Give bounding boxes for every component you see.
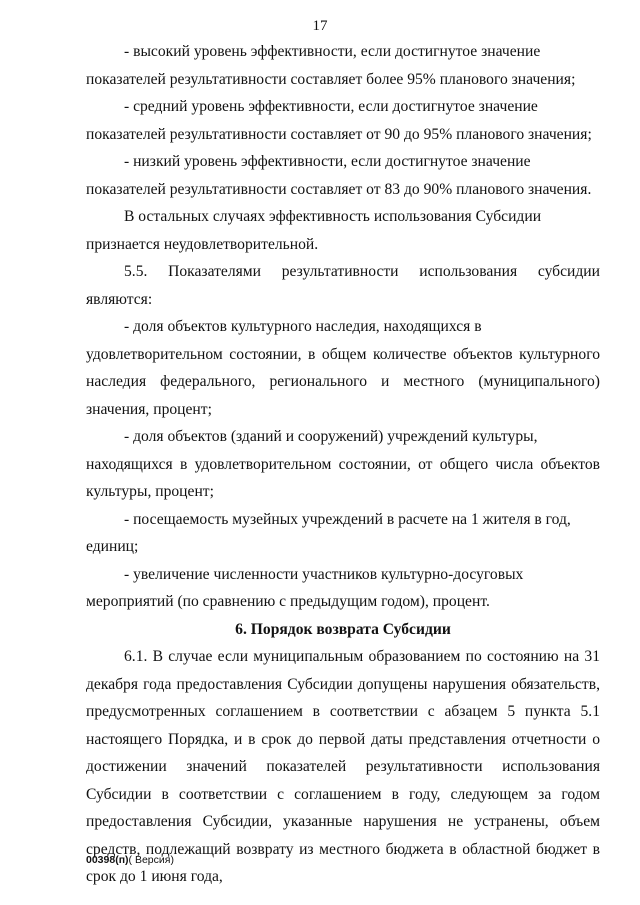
- indicator-4-rest: мероприятий (по сравнению с предыдущим годом), процент.: [86, 593, 490, 610]
- document-code: [86, 854, 174, 866]
- indicator-2-rest: находящихся в удовлетворительном состоянии, от общего числа объектов культуры, процент;: [86, 455, 600, 500]
- document-code-number: 00398(п): [86, 854, 129, 866]
- section-6-heading: 6. Порядок возврата Субсидии: [235, 620, 451, 638]
- efficiency-high-line1: - высокий уровень эффективности, если достигнутое значение: [124, 43, 541, 60]
- document-body: [86, 38, 600, 891]
- document-code-suffix: ( Версия): [128, 854, 174, 866]
- indicator-1-rest: удовлетворительном состоянии, в общем количестве объектов культурного наследия федерального, регионального и местного (муниципального) значения, процент;: [86, 345, 600, 418]
- indicator-4-first-line: - увеличение численности участников культурно-досуговых: [124, 565, 524, 583]
- indicator-3-first-line: - посещаемость музейных учреждений в расчете на 1 жителя в год,: [124, 510, 571, 528]
- indicator-3-rest: единиц;: [86, 538, 139, 555]
- other-cases-line2: признается неудовлетворительной.: [86, 235, 319, 253]
- section-5-5-intro: 5.5. Показателями результативности использования субсидии являются:: [86, 263, 600, 308]
- other-cases-line1: В остальных случаях эффективность использования Субсидии: [124, 208, 542, 225]
- indicator-1-first-line: - доля объектов культурного наследия, находящихся в: [124, 318, 482, 335]
- efficiency-low-line2: показателей результативности составляет от 83 до 90% планового значения.: [86, 180, 592, 198]
- efficiency-high-line2: показателей результативности составляет более 95% планового значения;: [86, 70, 576, 88]
- efficiency-medium-line2: показателей результативности составляет от 90 до 95% планового значения;: [86, 125, 592, 143]
- paragraph-6-1: 6.1. В случае если муниципальным образованием по состоянию на 31 декабря года предоставления Субсидии допущены нарушения обязательств, предусмотренных соглашением в соответствии с абзацем 5 пункта 5.1 настоящего Порядка, и в срок до первой даты представления отчетности о достижении значений показателей результативности использования Субсидии в соответствии с соглашением в году, следующем за годом предоставления Субсидии, указанные нарушения не устранены, объем средств, подлежащий возврату из местного бюджета в областной бюджет в срок до 1 июня года,: [86, 648, 600, 885]
- page-number: 17: [312, 18, 328, 34]
- indicator-2-first-line: - доля объектов (зданий и сооружений) учреждений культуры,: [124, 428, 538, 445]
- efficiency-low-line1: - низкий уровень эффективности, если достигнутое значение: [124, 153, 531, 170]
- efficiency-medium-line1: - средний уровень эффективности, если достигнутое значение: [124, 98, 538, 115]
